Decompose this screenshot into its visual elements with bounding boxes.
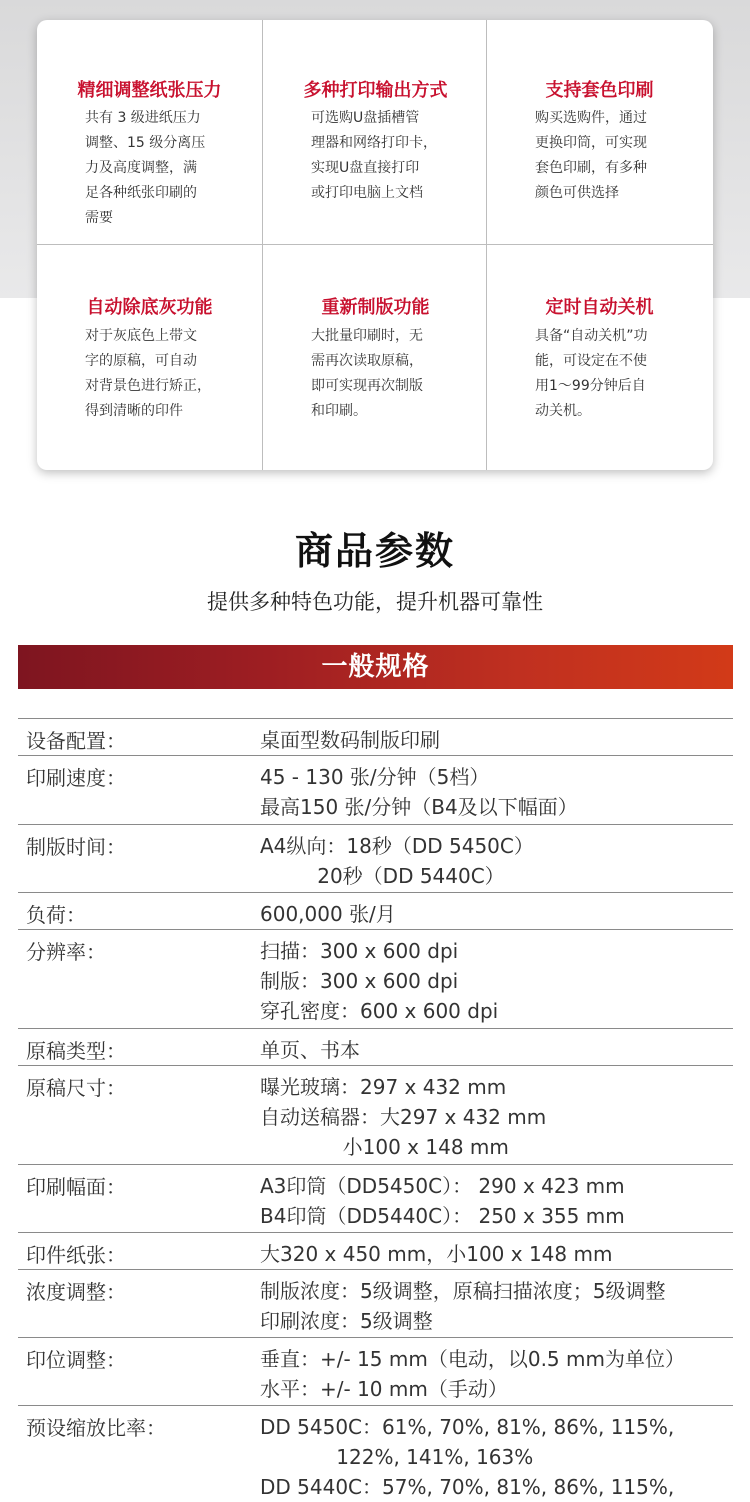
spec-row: [18, 1028, 733, 1063]
spec-label: 原稿尺寸：: [26, 1076, 126, 1100]
spec-values: 垂直：+/- 15 mm（电动，以0.5 mm为单位） 水平：+/- 10 mm（手动）: [260, 1347, 685, 1401]
spec-row: [18, 824, 733, 888]
spec-values: 大320 x 450 mm，小100 x 148 mm: [260, 1242, 613, 1266]
feature-background-removal: [37, 245, 262, 469]
spec-row: [18, 1232, 733, 1267]
feature-title: 自动除底灰功能: [86, 297, 213, 318]
feature-desc: 共有 3 级进纸压力 调整、15 级分离压 力及高度调整，满 足各种纸张印刷的 需要: [85, 110, 206, 226]
spec-label: 印刷速度：: [26, 766, 126, 790]
feature-print-output: [263, 20, 488, 244]
spec-values: 45 - 130 张/分钟（5档） 最高150 张/分钟（B4及以下幅面）: [260, 765, 578, 819]
section-subtitle: 提供多种特色功能，提升机器可靠性: [207, 590, 543, 614]
spec-category-band: [18, 645, 733, 689]
spec-label: 预设缩放比率：: [26, 1416, 166, 1440]
spec-values: 桌面型数码制版印刷: [260, 728, 440, 752]
feature-auto-shutdown: [487, 245, 712, 469]
spec-label: 浓度调整：: [26, 1280, 126, 1304]
spec-values: A4纵向：18秒（DD 5450C） 20秒（DD 5440C）: [260, 834, 534, 888]
spec-label: 负荷：: [26, 903, 86, 927]
spec-values: DD 5450C：61%, 70%, 81%, 86%, 115%, 122%, 141%, 163% DD 5440C：57%, 70%, 81%, 86%, 115%,: [260, 1415, 675, 1499]
spec-label: 印位调整：: [26, 1348, 126, 1372]
spec-row: [18, 892, 733, 927]
spec-label: 制版时间：: [26, 835, 126, 859]
spec-label: 原稿类型：: [26, 1039, 126, 1063]
spec-values: 曝光玻璃：297 x 432 mm 自动送稿器：大297 x 432 mm 小100 x 148 mm: [260, 1075, 547, 1159]
feature-desc: 具备“自动关机”功 能，可设定在不使 用1～99分钟后自 动关机。: [535, 328, 648, 419]
spec-label: 设备配置：: [26, 729, 126, 753]
feature-title: 精细调整纸张压力: [77, 80, 222, 101]
feature-title: 多种打印输出方式: [303, 80, 448, 101]
spec-row: [18, 718, 733, 753]
spec-row: [18, 1065, 733, 1159]
section-title: 商品参数: [294, 529, 455, 573]
feature-title: 支持套色印刷: [545, 80, 654, 101]
feature-desc: 可选购U盘插槽管 理器和网络打印卡， 实现U盘直接打印 或打印电脑上文档: [311, 110, 437, 201]
feature-card: [37, 20, 713, 470]
spec-values: A3印筒（DD5450C）： 290 x 423 mm B4印筒（DD5440C）： 250 x 355 mm: [260, 1174, 625, 1228]
feature-desc: 购买选购件，通过 更换印筒，可实现 套色印刷，有多种 颜色可供选择: [535, 110, 647, 201]
feature-color-print: [487, 20, 712, 244]
spec-label: 分辨率：: [26, 940, 106, 964]
feature-desc: 对于灰底色上带文 字的原稿，可自动 对背景色进行矫正， 得到清晰的印件: [85, 328, 211, 419]
spec-values: 制版浓度：5级调整，原稿扫描浓度；5级调整 印刷浓度：5级调整: [260, 1279, 666, 1333]
feature-title: 重新制版功能: [321, 297, 430, 318]
feature-title: 定时自动关机: [545, 297, 654, 318]
spec-row: [18, 1164, 733, 1228]
spec-row: [18, 929, 733, 1023]
spec-category-label: 一般规格: [321, 652, 430, 682]
spec-label: 印刷幅面：: [26, 1175, 126, 1199]
feature-paper-pressure: [37, 20, 262, 244]
feature-remaster: [263, 245, 488, 469]
spec-label: 印件纸张：: [26, 1243, 126, 1267]
spec-values: 单页、书本: [260, 1038, 360, 1062]
spec-row: [18, 1337, 733, 1401]
spec-values: 扫描：300 x 600 dpi 制版：300 x 600 dpi 穿孔密度：600 x 600 dpi: [260, 939, 499, 1023]
spec-row: [18, 1405, 733, 1499]
spec-values: 600,000 张/月: [260, 902, 396, 926]
feature-desc: 大批量印刷时，无 需再次读取原稿， 即可实现再次制版 和印刷。: [311, 328, 423, 419]
spec-row: [18, 755, 733, 819]
spec-row: [18, 1269, 733, 1333]
